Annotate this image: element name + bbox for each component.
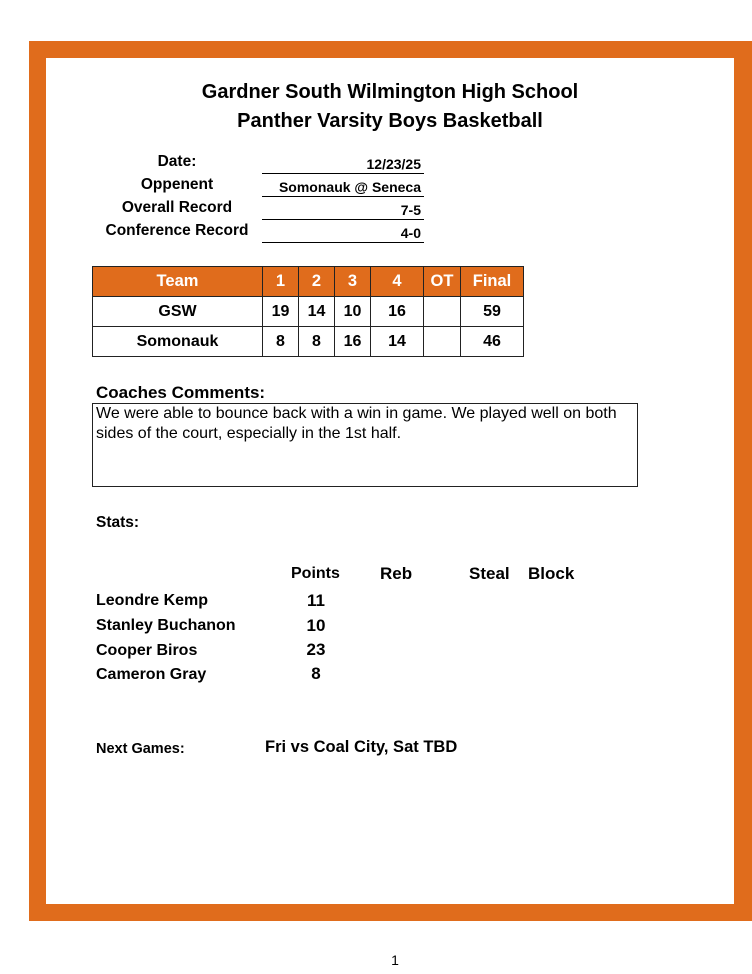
school-title: Gardner South Wilmington High School <box>201 81 579 103</box>
player-name: Cooper Biros <box>96 642 198 659</box>
q4-cell: 16 <box>371 297 424 327</box>
ot-cell <box>424 297 461 327</box>
scoreboard-table <box>92 266 524 357</box>
col-q2: 2 <box>299 267 335 297</box>
col-final: Final <box>461 267 524 297</box>
team-cell: Somonauk <box>93 327 263 357</box>
final-cell: 59 <box>461 297 524 327</box>
final-cell: 46 <box>461 327 524 357</box>
overall-record-label: Overall Record <box>121 199 233 216</box>
col-q1: 1 <box>263 267 299 297</box>
table-row <box>93 327 524 357</box>
comments-label: Coaches Comments: <box>96 383 266 402</box>
q4-cell: 14 <box>371 327 424 357</box>
player-name: Stanley Buchanon <box>96 617 236 634</box>
document-body <box>29 0 751 974</box>
col-q4: 4 <box>371 267 424 297</box>
stats-col-block: Block <box>528 564 575 583</box>
scoreboard-header-row <box>93 267 524 297</box>
team-title: Panther Varsity Boys Basketball <box>237 110 543 132</box>
stats-col-steal: Steal <box>469 564 510 583</box>
q1-cell: 19 <box>263 297 299 327</box>
next-games-label: Next Games: <box>96 741 185 757</box>
player-name: Cameron Gray <box>96 666 207 683</box>
page-number: 1 <box>391 952 399 968</box>
col-q3: 3 <box>335 267 371 297</box>
col-ot: OT <box>424 267 461 297</box>
stats-label: Stats: <box>96 514 140 531</box>
stats-col-points: Points <box>291 565 340 582</box>
stats-col-reb: Reb <box>380 564 413 583</box>
next-games-value: Fri vs Coal City, Sat TBD <box>265 738 458 756</box>
conference-record-value: 4-0 <box>262 223 424 243</box>
date-value: 12/23/25 <box>262 154 424 174</box>
conference-record-label: Conference Record <box>105 222 249 239</box>
player-name: Leondre Kemp <box>96 592 209 609</box>
player-points: 23 <box>306 640 326 659</box>
player-points: 8 <box>311 664 321 683</box>
player-points: 10 <box>306 616 326 635</box>
q3-cell: 16 <box>335 327 371 357</box>
player-points: 11 <box>307 591 325 610</box>
team-cell: GSW <box>93 297 263 327</box>
table-row <box>93 297 524 327</box>
opponent-label: Oppenent <box>140 176 214 193</box>
q2-cell: 14 <box>299 297 335 327</box>
ot-cell <box>424 327 461 357</box>
q3-cell: 10 <box>335 297 371 327</box>
comments-box: We were able to bounce back with a win in game. We played well on both sides of the court, especially in the 1st half. <box>92 403 638 487</box>
date-label: Date: <box>157 153 197 170</box>
opponent-value: Somonauk @ Seneca <box>262 177 424 197</box>
col-team: Team <box>93 267 263 297</box>
q1-cell: 8 <box>263 327 299 357</box>
overall-record-value: 7-5 <box>262 200 424 220</box>
q2-cell: 8 <box>299 327 335 357</box>
